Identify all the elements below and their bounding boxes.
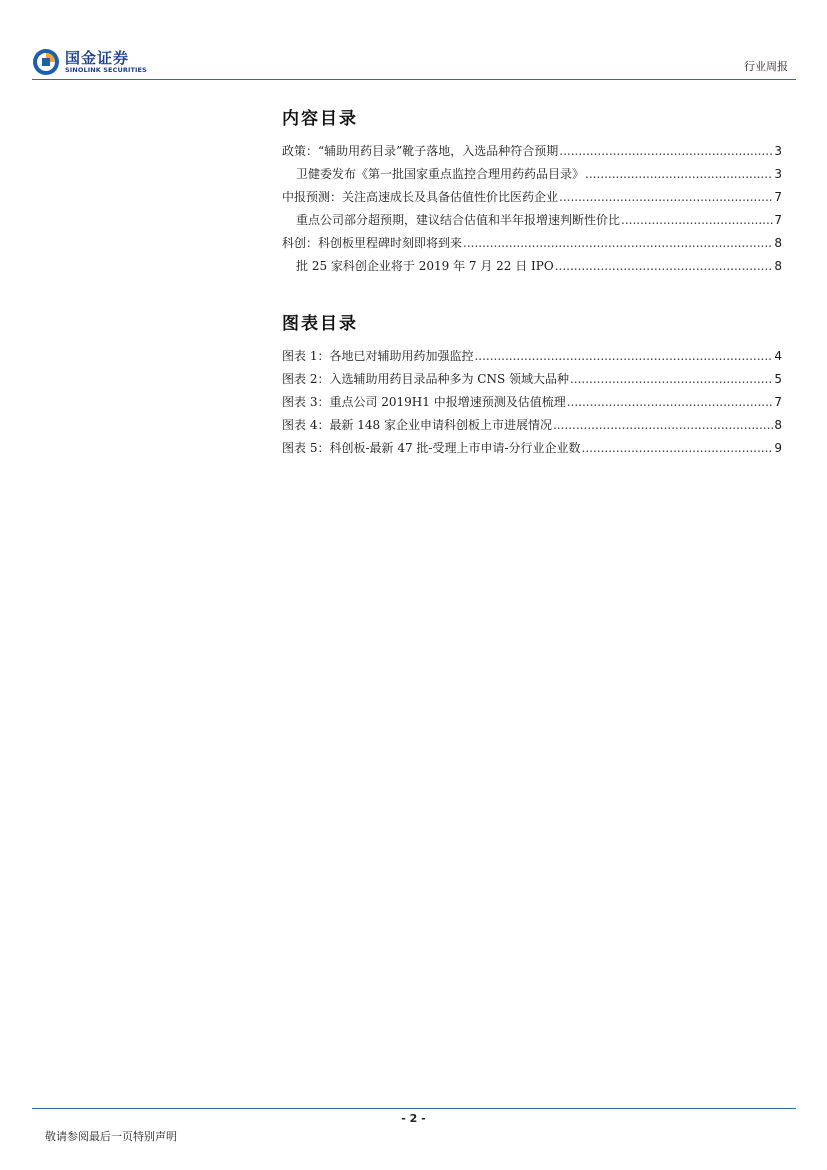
- contents-entry-title: 中报预测：关注高速成长及具备估值性价比医药企业: [282, 190, 559, 204]
- contents-entry-title: 政策：“辅助用药目录”靴子落地，入选品种符合预期: [282, 144, 559, 158]
- contents-entry-title: 科创：科创板里程碑时刻即将到来: [282, 236, 463, 250]
- figure-entry-title: 图表 3：重点公司 2019H1 中报增速预测及估值梳理: [282, 395, 566, 409]
- page-header: [32, 40, 796, 82]
- dot-leader: [553, 414, 773, 437]
- contents-entry-page: 8: [774, 236, 782, 250]
- dot-leader: [585, 163, 773, 186]
- figure-entry-title: 图表 1：各地已对辅助用药加强监控: [282, 349, 474, 363]
- logo-chinese-name: 国金证券: [65, 49, 130, 67]
- figure-entry[interactable]: [282, 437, 782, 460]
- figures-title: 图表目录: [282, 314, 358, 334]
- figure-entry-page: 8: [774, 418, 782, 432]
- figure-entry[interactable]: [282, 391, 782, 414]
- footer-divider: [32, 1108, 796, 1109]
- contents-title: 内容目录: [282, 109, 358, 129]
- contents-entry[interactable]: [282, 209, 782, 232]
- contents-entry-title: 批 25 家科创企业将于 2019 年 7 月 22 日 IPO: [296, 259, 554, 273]
- contents-entry-title: 重点公司部分超预期，建议结合估值和半年报增速判断性价比: [296, 213, 621, 227]
- dot-leader: [555, 255, 774, 278]
- figure-entry-title: 图表 5：科创板-最新 47 批-受理上市申请-分行业企业数: [282, 441, 581, 455]
- figure-entry-title: 图表 4：最新 148 家企业申请科创板上市进展情况: [282, 418, 552, 432]
- contents-entry-title: 卫健委发布《第一批国家重点监控合理用药药品目录》: [296, 167, 585, 181]
- figure-entry-page: 9: [774, 441, 782, 455]
- figures-list: [282, 345, 782, 460]
- contents-section: [282, 108, 782, 278]
- contents-list: [282, 140, 782, 278]
- dot-leader: [567, 391, 774, 414]
- figures-section: [282, 313, 782, 460]
- contents-entry[interactable]: [282, 186, 782, 209]
- figure-entry-page: 4: [774, 349, 782, 363]
- dot-leader: [582, 437, 774, 460]
- contents-entry-page: 3: [774, 144, 782, 158]
- disclaimer-note: 敬请参阅最后一页特别声明: [45, 1130, 177, 1143]
- figure-entry[interactable]: [282, 414, 782, 437]
- contents-entry-page: 3: [774, 167, 782, 181]
- dot-leader: [621, 209, 773, 232]
- contents-entry[interactable]: [282, 232, 782, 255]
- dot-leader: [570, 368, 773, 391]
- dot-leader: [559, 186, 773, 209]
- contents-entry-page: 7: [774, 213, 782, 227]
- contents-entry[interactable]: [282, 140, 782, 163]
- figure-entry-page: 7: [774, 395, 782, 409]
- report-type-label: 行业周报: [744, 60, 788, 73]
- logo-english-name: SINOLINK SECURITIES: [65, 66, 147, 74]
- dot-leader: [463, 232, 773, 255]
- contents-entry-page: 8: [774, 259, 782, 273]
- figure-entry-page: 5: [774, 372, 782, 386]
- company-logo: [32, 46, 172, 78]
- dot-leader: [559, 140, 773, 163]
- header-divider: [32, 79, 796, 80]
- contents-entry[interactable]: [282, 255, 782, 278]
- figure-entry-title: 图表 2：入选辅助用药目录品种多为 CNS 领域大品种: [282, 372, 569, 386]
- dot-leader: [474, 345, 773, 368]
- contents-entry[interactable]: [282, 163, 782, 186]
- sinolink-logo-icon: [32, 48, 60, 76]
- figure-entry[interactable]: [282, 345, 782, 368]
- page-number: - 2 -: [401, 1112, 426, 1125]
- figure-entry[interactable]: [282, 368, 782, 391]
- contents-entry-page: 7: [774, 190, 782, 204]
